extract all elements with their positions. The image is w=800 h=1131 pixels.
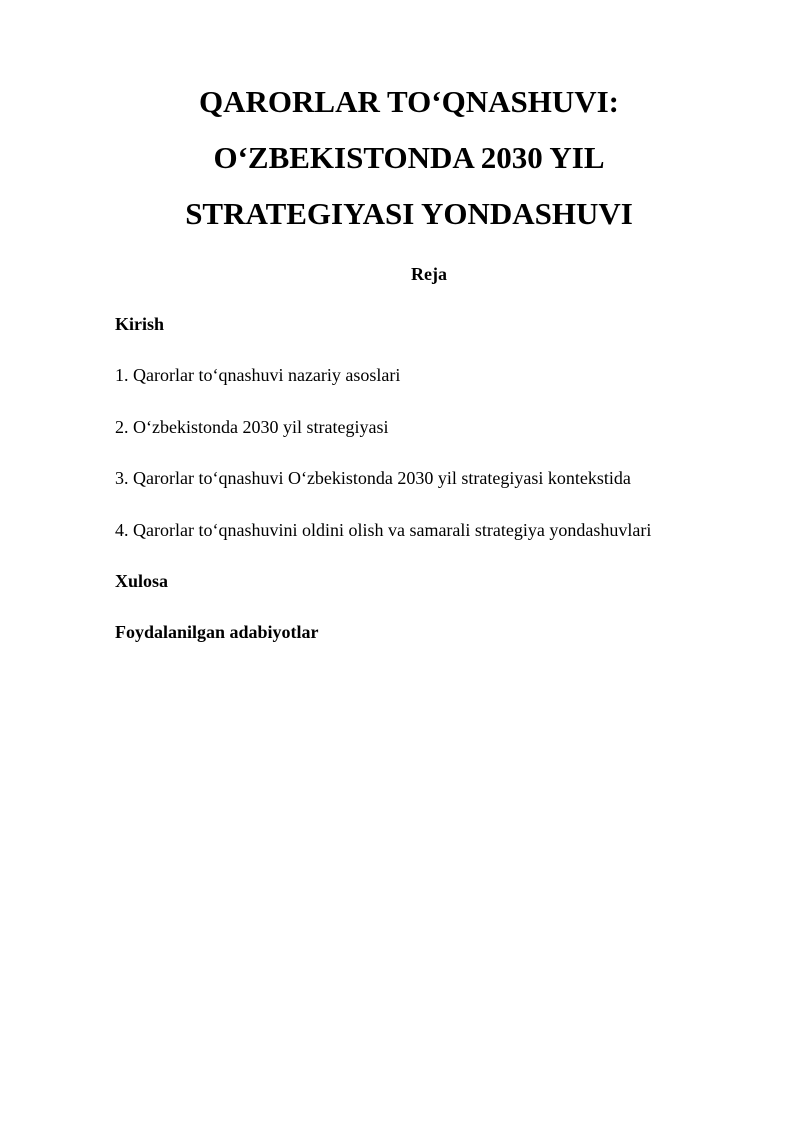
toc-item-4: 4. Qarorlar to‘qnashuvini oldini olish va samarali strategiya yondashuvlari xyxy=(115,519,652,540)
toc-item-1: 1. Qarorlar to‘qnashuvi nazariy asoslari xyxy=(115,365,401,386)
plan-heading: Reja xyxy=(411,264,447,284)
toc-item-3: 3. Qarorlar to‘qnashuvi O‘zbekistonda 2030 yil strategiyasi kontekstida xyxy=(115,468,631,489)
toc-item-references: Foydalanilgan adabiyotlar xyxy=(115,622,319,643)
table-of-contents xyxy=(115,312,755,672)
toc-item-2: 2. O‘zbekistonda 2030 yil strategiyasi xyxy=(115,416,389,437)
title-line-3: STRATEGIYASI YONDASHUVI xyxy=(185,196,633,231)
title-line-1: QARORLAR TO‘QNASHUVI: xyxy=(199,84,619,119)
toc-item-introduction: Kirish xyxy=(115,314,165,334)
toc-item-conclusion: Xulosa xyxy=(115,570,169,591)
title-line-2: O‘ZBEKISTONDA 2030 YIL xyxy=(213,140,605,175)
document-title xyxy=(115,74,703,242)
